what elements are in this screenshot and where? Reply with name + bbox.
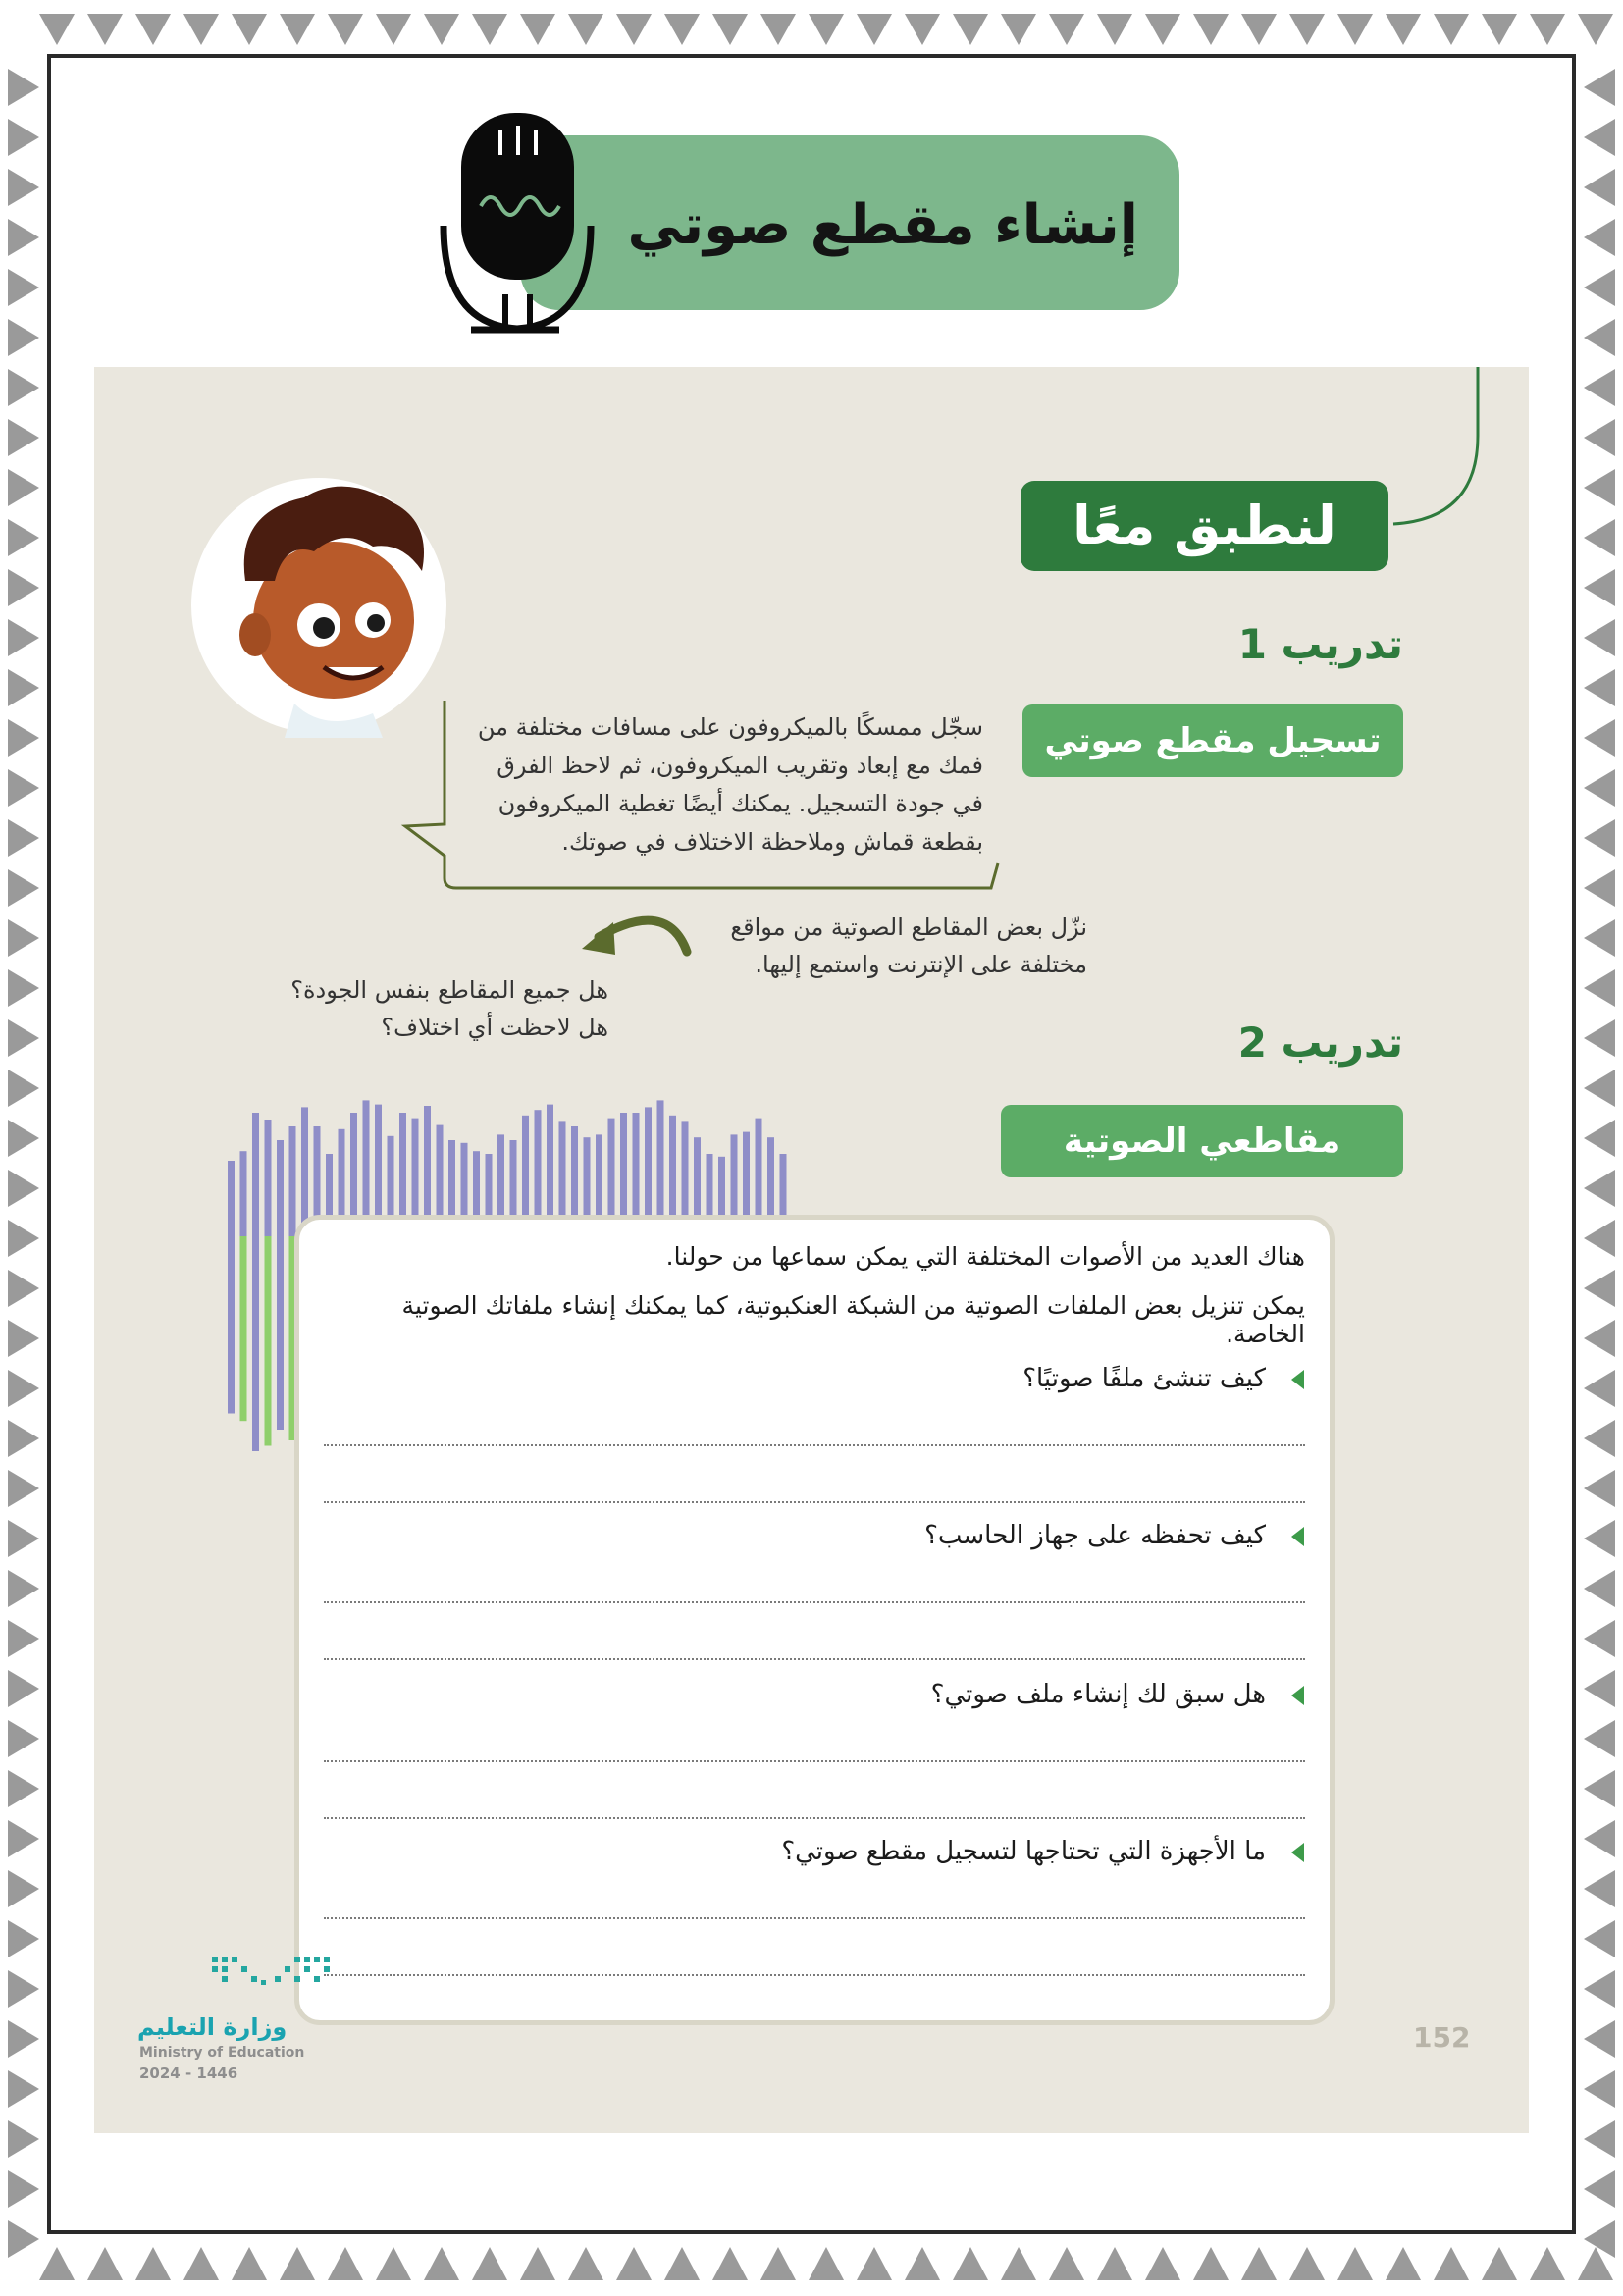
frame-triangle <box>809 2247 844 2280</box>
frame-triangle <box>1434 2247 1469 2280</box>
frame-triangle <box>8 1520 39 1557</box>
frame-triangle <box>1584 2170 1615 2208</box>
frame-triangle <box>857 14 892 45</box>
frame-triangle <box>568 2247 603 2280</box>
frame-triangle <box>8 1370 39 1407</box>
frame-triangle <box>8 2220 39 2258</box>
frame-triangle <box>1386 14 1421 45</box>
frame-triangle <box>1193 14 1229 45</box>
bullet-arrow-icon <box>1291 1370 1304 1389</box>
frame-triangle <box>8 419 39 456</box>
frame-triangle <box>1584 1420 1615 1457</box>
frame-triangle <box>8 2170 39 2208</box>
bullet-arrow-icon <box>1291 1843 1304 1862</box>
section-connector <box>1374 367 1511 544</box>
frame-triangle <box>8 369 39 406</box>
frame-triangle <box>1584 469 1615 506</box>
microphone-icon <box>432 108 608 343</box>
frame-triangle <box>8 619 39 656</box>
frame-triangle <box>1584 1670 1615 1707</box>
frame-triangle <box>8 1019 39 1057</box>
frame-triangle <box>472 14 507 45</box>
frame-triangle <box>1584 1720 1615 1757</box>
frame-triangle <box>8 819 39 857</box>
frame-triangle <box>1584 1820 1615 1857</box>
download-line: نزّل بعض المقاطع الصوتية من مواقع <box>730 913 1087 941</box>
frame-triangle <box>1584 919 1615 957</box>
wave-bar <box>277 1140 284 1236</box>
frame-triangle <box>376 2247 411 2280</box>
frame-triangle <box>8 519 39 556</box>
frame-triangle <box>1584 1770 1615 1807</box>
bubble-line: في جودة التسجيل. يمكنك أيضًا تغطية الميكروفون <box>497 790 983 817</box>
frame-triangle <box>1584 1170 1615 1207</box>
frame-triangle <box>39 14 75 45</box>
frame-triangle <box>712 14 748 45</box>
bullet-arrow-icon <box>1291 1527 1304 1546</box>
frame-triangle <box>1001 2247 1036 2280</box>
exercise-2-heading: تدريب 2 <box>1237 1018 1403 1067</box>
frame-triangle <box>183 14 219 45</box>
frame-triangle <box>8 1420 39 1457</box>
frame-triangle <box>8 1770 39 1807</box>
frame-triangle <box>1193 2247 1229 2280</box>
frame-triangle <box>760 2247 796 2280</box>
frame-triangle <box>1584 1270 1615 1307</box>
frame-triangle <box>1241 14 1277 45</box>
frame-triangle <box>1584 1470 1615 1507</box>
answer-line[interactable] <box>324 1917 1305 1919</box>
frame-triangle <box>1584 519 1615 556</box>
frame-triangle <box>1584 1220 1615 1257</box>
frame-triangle <box>1584 1320 1615 1357</box>
question-1: كيف تنشئ ملفًا صوتيًا؟ <box>1022 1364 1266 1393</box>
frame-triangle <box>376 14 411 45</box>
wave-bar <box>228 1161 235 1236</box>
frame-triangle <box>616 2247 652 2280</box>
frame-triangle <box>953 2247 988 2280</box>
frame-triangle <box>8 719 39 757</box>
frame-triangle <box>8 119 39 156</box>
frame-triangle <box>1584 169 1615 206</box>
wave-bar <box>252 1236 259 1451</box>
frame-triangle <box>1337 14 1373 45</box>
frame-triangle <box>328 14 363 45</box>
frame-triangle <box>1584 619 1615 656</box>
frame-triangle <box>8 69 39 106</box>
frame-triangle <box>1584 1620 1615 1657</box>
frame-triangle <box>8 1970 39 2008</box>
section-label: لنطبق معًا <box>1021 481 1388 571</box>
question-2: كيف تحفظه على جهاز الحاسب؟ <box>924 1521 1266 1550</box>
exercise-1-band: تسجيل مقطع صوتي <box>1022 704 1403 777</box>
frame-triangle <box>280 2247 315 2280</box>
frame-triangle <box>8 169 39 206</box>
frame-triangle <box>1097 14 1132 45</box>
frame-triangle <box>953 14 988 45</box>
frame-triangle <box>1584 1570 1615 1607</box>
frame-triangle <box>8 1570 39 1607</box>
answer-line[interactable] <box>324 1817 1305 1819</box>
frame-triangle <box>8 669 39 706</box>
frame-triangle <box>1584 1970 1615 2008</box>
frame-triangle <box>1584 419 1615 456</box>
frame-triangle <box>809 14 844 45</box>
exercise-1-heading: تدريب 1 <box>1237 620 1403 668</box>
wave-bar <box>289 1126 296 1236</box>
bubble-text <box>453 708 983 861</box>
answer-line[interactable] <box>324 1760 1305 1762</box>
frame-triangle <box>328 2247 363 2280</box>
frame-triangle <box>1584 1370 1615 1407</box>
wave-bar <box>277 1236 284 1430</box>
reflection-line: هل جميع المقاطع بنفس الجودة؟ <box>290 976 608 1004</box>
frame-triangle <box>905 14 940 45</box>
frame-triangle <box>1386 2247 1421 2280</box>
bubble-line: سجّل ممسكًا بالميكروفون على مسافات مختلفة من <box>477 713 983 741</box>
frame-triangle <box>87 14 123 45</box>
frame-triangle <box>1584 119 1615 156</box>
frame-triangle <box>1145 14 1180 45</box>
wave-bar <box>265 1236 272 1446</box>
frame-triangle <box>1530 14 1565 45</box>
frame-triangle <box>1584 1070 1615 1107</box>
page-number: 152 <box>1413 2021 1471 2054</box>
frame-triangle <box>8 569 39 606</box>
frame-triangle <box>8 969 39 1007</box>
frame-triangle <box>135 2247 171 2280</box>
frame-triangle <box>664 2247 700 2280</box>
page-title: إنشاء مقطع صوتي <box>627 193 1138 257</box>
frame-triangle <box>424 2247 459 2280</box>
frame-triangle <box>1097 2247 1132 2280</box>
frame-triangle <box>232 14 267 45</box>
frame-triangle <box>1049 2247 1084 2280</box>
question-3: هل سبق لك إنشاء ملف صوتي؟ <box>930 1680 1266 1709</box>
frame-triangle <box>1434 14 1469 45</box>
wave-bar <box>265 1120 272 1236</box>
frame-triangle <box>1584 869 1615 907</box>
frame-triangle <box>1482 2247 1517 2280</box>
frame-triangle <box>1530 2247 1565 2280</box>
frame-triangle <box>8 869 39 907</box>
frame-triangle <box>760 14 796 45</box>
frame-triangle <box>8 1720 39 1757</box>
frame-triangle <box>1584 2020 1615 2058</box>
frame-triangle <box>1578 14 1613 45</box>
frame-triangle <box>1049 14 1084 45</box>
download-line: مختلفة على الإنترنت واستمع إليها. <box>755 951 1087 978</box>
bubble-line: فمك مع إبعاد وتقريب الميكروفون، ثم لاحظ الفرق <box>497 752 983 779</box>
frame-triangle <box>520 2247 555 2280</box>
frame-triangle <box>1584 969 1615 1007</box>
frame-triangle <box>8 1820 39 1857</box>
frame-triangle <box>1584 1120 1615 1157</box>
frame-triangle <box>568 14 603 45</box>
bubble-line: بقطعة قماش وملاحظة الاختلاف في صوتك. <box>561 828 983 856</box>
wave-bar <box>240 1236 247 1421</box>
frame-triangle <box>1001 14 1036 45</box>
frame-triangle <box>857 2247 892 2280</box>
frame-triangle <box>1241 2247 1277 2280</box>
frame-triangle <box>1584 2070 1615 2108</box>
frame-triangle <box>8 2120 39 2158</box>
frame-triangle <box>424 14 459 45</box>
frame-triangle <box>183 2247 219 2280</box>
frame-triangle <box>8 1620 39 1657</box>
frame-triangle <box>1584 669 1615 706</box>
frame-triangle <box>1584 69 1615 106</box>
reflection-questions <box>245 971 608 1046</box>
frame-triangle <box>472 2247 507 2280</box>
frame-triangle <box>712 2247 748 2280</box>
frame-triangle <box>1584 369 1615 406</box>
frame-triangle <box>8 2020 39 2058</box>
frame-triangle <box>1289 2247 1325 2280</box>
frame-triangle <box>1482 14 1517 45</box>
frame-triangle <box>1289 14 1325 45</box>
answer-line[interactable] <box>324 1444 1305 1446</box>
frame-triangle <box>1584 2120 1615 2158</box>
frame-triangle <box>1584 769 1615 807</box>
frame-triangle <box>616 14 652 45</box>
frame-triangle <box>8 1320 39 1357</box>
frame-triangle <box>8 319 39 356</box>
frame-triangle <box>1584 569 1615 606</box>
frame-triangle <box>135 14 171 45</box>
ministry-name-english: Ministry of Education <box>139 2045 305 2061</box>
frame-triangle <box>87 2247 123 2280</box>
exercise-2-band: مقاطعي الصوتية <box>1001 1105 1403 1177</box>
frame-triangle <box>8 1120 39 1157</box>
frame-triangle <box>8 769 39 807</box>
frame-triangle <box>1337 2247 1373 2280</box>
frame-triangles-right <box>1584 69 1615 2258</box>
frame-triangle <box>1584 2220 1615 2258</box>
frame-triangle <box>1584 1920 1615 1957</box>
reflection-line: هل لاحظت أي اختلاف؟ <box>381 1014 608 1041</box>
frame-triangle <box>8 1270 39 1307</box>
frame-triangles-left <box>8 69 39 2258</box>
frame-triangles-top <box>39 14 1613 45</box>
bullet-arrow-icon <box>1291 1686 1304 1705</box>
frame-triangle <box>1584 819 1615 857</box>
frame-triangle <box>1584 1019 1615 1057</box>
frame-triangle <box>1584 1520 1615 1557</box>
frame-triangle <box>520 14 555 45</box>
frame-triangle <box>8 919 39 957</box>
frame-triangle <box>8 469 39 506</box>
answer-line[interactable] <box>324 1501 1305 1503</box>
download-instruction <box>648 909 1087 983</box>
wave-bar <box>252 1113 259 1236</box>
frame-triangle <box>280 14 315 45</box>
intro-line-2: يمكن تنزيل بعض الملفات الصوتية من الشبكة العنكبوتية، كما يمكنك إنشاء ملفاتك الصوتية الخاصة. <box>401 1291 1305 1348</box>
frame-triangle <box>232 2247 267 2280</box>
frame-triangle <box>8 269 39 306</box>
frame-triangle <box>1584 269 1615 306</box>
frame-triangle <box>8 1220 39 1257</box>
frame-triangle <box>8 1670 39 1707</box>
frame-triangle <box>8 1470 39 1507</box>
frame-triangle <box>905 2247 940 2280</box>
frame-triangle <box>1584 1870 1615 1907</box>
frame-triangle <box>8 1070 39 1107</box>
frame-triangle <box>39 2247 75 2280</box>
frame-triangle <box>8 1170 39 1207</box>
frame-triangle <box>664 14 700 45</box>
frame-triangles-bottom <box>39 2247 1613 2280</box>
wave-bar <box>240 1151 247 1236</box>
answer-line[interactable] <box>324 1974 1305 1976</box>
frame-triangle <box>8 2070 39 2108</box>
frame-triangle <box>8 219 39 256</box>
answer-line[interactable] <box>324 1601 1305 1603</box>
ministry-year: 2024 - 1446 <box>139 2064 238 2082</box>
ministry-logo-icon <box>206 1951 363 2000</box>
frame-triangle <box>1584 219 1615 256</box>
frame-triangle <box>8 1920 39 1957</box>
answer-line[interactable] <box>324 1658 1305 1660</box>
frame-triangle <box>1145 2247 1180 2280</box>
frame-triangle <box>1584 319 1615 356</box>
wave-bar <box>228 1236 235 1414</box>
intro-line-1: هناك العديد من الأصوات المختلفة التي يمكن سماعها من حولنا. <box>665 1242 1305 1271</box>
frame-triangle <box>8 1870 39 1907</box>
frame-triangle <box>1584 719 1615 757</box>
curved-arrow-icon <box>574 908 692 966</box>
ministry-name-arabic: وزارة التعليم <box>137 2013 288 2041</box>
question-4: ما الأجهزة التي تحتاجها لتسجيل مقطع صوتي؟ <box>781 1837 1266 1866</box>
